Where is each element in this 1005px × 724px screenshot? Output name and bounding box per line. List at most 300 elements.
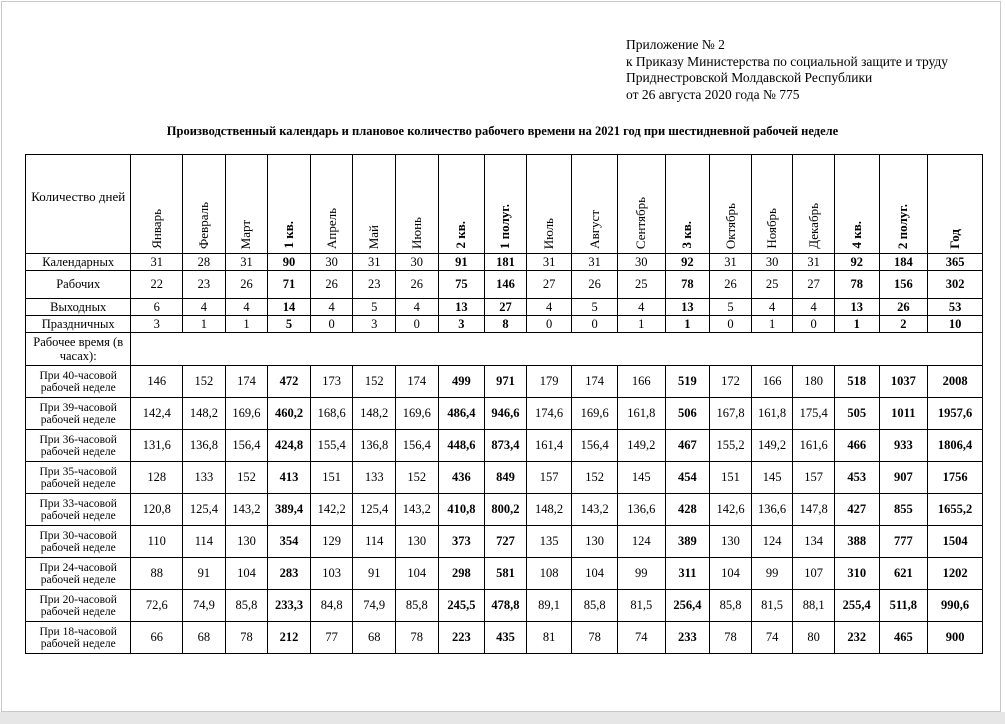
column-header-label: 4 кв.	[848, 221, 864, 249]
table-cell: 91	[353, 558, 396, 590]
table-cell: 499	[438, 366, 485, 398]
table-cell: 143,2	[572, 494, 618, 526]
column-header-label: Ноябрь	[764, 208, 780, 249]
table-cell: 85,8	[396, 590, 439, 622]
table-cell: 103	[310, 558, 353, 590]
table-cell: 8	[485, 316, 527, 333]
table-cell: 172	[710, 366, 752, 398]
calendar-table	[25, 154, 983, 654]
table-cell: 157	[526, 462, 572, 494]
table-cell: 148,2	[183, 398, 226, 430]
table-cell: 104	[572, 558, 618, 590]
table-cell: 581	[485, 558, 527, 590]
column-header	[751, 155, 793, 254]
column-header	[572, 155, 618, 254]
table-cell: 933	[879, 430, 928, 462]
column-header	[793, 155, 835, 254]
table-cell: 389	[665, 526, 710, 558]
table-cell: 85,8	[572, 590, 618, 622]
table-cell: 156	[879, 271, 928, 299]
table-cell: 31	[353, 254, 396, 271]
table-cell: 14	[268, 299, 311, 316]
table-cell: 92	[834, 254, 879, 271]
table-cell: 22	[131, 271, 183, 299]
table-cell: 4	[183, 299, 226, 316]
table-cell: 2	[879, 316, 928, 333]
column-header-label: Декабрь	[805, 203, 821, 249]
table-cell: 354	[268, 526, 311, 558]
row-label: При 20-часовой рабочей неделе	[26, 590, 131, 622]
table-cell: 99	[617, 558, 665, 590]
table-cell: 0	[526, 316, 572, 333]
column-header	[485, 155, 527, 254]
table-cell: 136,6	[617, 494, 665, 526]
table-cell: 518	[834, 366, 879, 398]
table-cell: 125,4	[183, 494, 226, 526]
column-header-label: 2 кв.	[453, 221, 469, 249]
table-cell: 31	[225, 254, 268, 271]
table-cell: 156,4	[225, 430, 268, 462]
table-cell: 28	[183, 254, 226, 271]
table-cell: 506	[665, 398, 710, 430]
table-cell: 72,6	[131, 590, 183, 622]
table-cell: 78	[396, 622, 439, 654]
table-cell: 873,4	[485, 430, 527, 462]
row-label: Рабочих	[26, 271, 131, 299]
table-cell: 478,8	[485, 590, 527, 622]
table-cell: 27	[793, 271, 835, 299]
table-cell: 136,8	[353, 430, 396, 462]
row-label: Праздничных	[26, 316, 131, 333]
table-cell: 174	[572, 366, 618, 398]
table-cell: 4	[310, 299, 353, 316]
table-cell: 125,4	[353, 494, 396, 526]
table-cell: 129	[310, 526, 353, 558]
table-cell: 66	[131, 622, 183, 654]
table-row	[26, 590, 983, 622]
table-cell: 161,8	[751, 398, 793, 430]
table-cell: 460,2	[268, 398, 311, 430]
table-cell: 31	[793, 254, 835, 271]
table-cell: 91	[438, 254, 485, 271]
table-cell: 310	[834, 558, 879, 590]
table-cell: 621	[879, 558, 928, 590]
table-cell: 23	[353, 271, 396, 299]
table-row	[26, 254, 983, 271]
table-cell: 142,4	[131, 398, 183, 430]
table-cell: 486,4	[438, 398, 485, 430]
table-row	[26, 366, 983, 398]
table-row	[26, 398, 983, 430]
table-cell: 124	[751, 526, 793, 558]
table-cell: 0	[710, 316, 752, 333]
table-cell: 454	[665, 462, 710, 494]
row-label: При 36-часовой рабочей неделе	[26, 430, 131, 462]
table-cell: 6	[131, 299, 183, 316]
table-cell: 145	[617, 462, 665, 494]
table-cell: 131,6	[131, 430, 183, 462]
column-header	[131, 155, 183, 254]
table-cell: 143,2	[225, 494, 268, 526]
table-cell: 5	[572, 299, 618, 316]
table-cell: 114	[353, 526, 396, 558]
table-cell: 26	[310, 271, 353, 299]
table-cell: 74,9	[183, 590, 226, 622]
table-cell: 149,2	[617, 430, 665, 462]
table-cell: 0	[310, 316, 353, 333]
table-cell: 166	[751, 366, 793, 398]
table-cell: 298	[438, 558, 485, 590]
table-cell: 155,4	[310, 430, 353, 462]
work-time-label: Рабочее время (в часах):	[26, 333, 131, 366]
column-header	[438, 155, 485, 254]
table-cell: 1756	[928, 462, 983, 494]
table-cell: 26	[396, 271, 439, 299]
table-cell: 389,4	[268, 494, 311, 526]
row-label: При 18-часовой рабочей неделе	[26, 622, 131, 654]
table-cell: 233,3	[268, 590, 311, 622]
table-cell: 148,2	[353, 398, 396, 430]
table-cell: 1011	[879, 398, 928, 430]
table-cell: 23	[183, 271, 226, 299]
table-row	[26, 299, 983, 316]
table-cell: 256,4	[665, 590, 710, 622]
table-cell: 10	[928, 316, 983, 333]
table-cell: 104	[710, 558, 752, 590]
table-cell: 971	[485, 366, 527, 398]
table-cell: 134	[793, 526, 835, 558]
table-cell: 184	[879, 254, 928, 271]
table-cell: 128	[131, 462, 183, 494]
table-cell: 26	[710, 271, 752, 299]
table-cell: 26	[879, 299, 928, 316]
column-header-label: Год	[947, 229, 963, 249]
table-cell: 110	[131, 526, 183, 558]
table-cell: 136,8	[183, 430, 226, 462]
table-cell: 900	[928, 622, 983, 654]
table-cell: 13	[438, 299, 485, 316]
table-cell: 89,1	[526, 590, 572, 622]
table-cell: 133	[353, 462, 396, 494]
table-cell: 727	[485, 526, 527, 558]
table-cell: 1	[617, 316, 665, 333]
table-cell: 174	[225, 366, 268, 398]
table-cell: 232	[834, 622, 879, 654]
table-cell: 78	[665, 271, 710, 299]
table-cell: 78	[572, 622, 618, 654]
table-cell: 71	[268, 271, 311, 299]
table-cell: 78	[834, 271, 879, 299]
column-header	[928, 155, 983, 254]
table-cell: 161,6	[793, 430, 835, 462]
table-cell: 3	[131, 316, 183, 333]
table-cell: 233	[665, 622, 710, 654]
table-cell: 519	[665, 366, 710, 398]
column-header	[617, 155, 665, 254]
table-cell: 133	[183, 462, 226, 494]
table-cell: 0	[396, 316, 439, 333]
table-cell: 75	[438, 271, 485, 299]
column-header-label: Август	[586, 210, 602, 249]
row-label: При 35-часовой рабочей неделе	[26, 462, 131, 494]
column-header	[310, 155, 353, 254]
table-cell: 68	[353, 622, 396, 654]
table-cell: 31	[572, 254, 618, 271]
appendix-block	[626, 37, 948, 103]
table-cell: 3	[438, 316, 485, 333]
row-label: Календарных	[26, 254, 131, 271]
table-cell: 151	[710, 462, 752, 494]
table-cell: 169,6	[225, 398, 268, 430]
table-cell: 777	[879, 526, 928, 558]
table-cell: 472	[268, 366, 311, 398]
table-cell: 30	[310, 254, 353, 271]
row-label: При 33-часовой рабочей неделе	[26, 494, 131, 526]
table-cell: 130	[572, 526, 618, 558]
table-cell: 4	[751, 299, 793, 316]
table-cell: 152	[396, 462, 439, 494]
table-cell: 78	[225, 622, 268, 654]
table-cell: 155,2	[710, 430, 752, 462]
table-row	[26, 558, 983, 590]
table-cell: 1957,6	[928, 398, 983, 430]
table-cell: 146	[485, 271, 527, 299]
table-cell: 27	[526, 271, 572, 299]
table-cell: 302	[928, 271, 983, 299]
table-cell: 25	[751, 271, 793, 299]
column-header-label: Февраль	[195, 202, 211, 249]
table-cell: 5	[268, 316, 311, 333]
table-cell: 365	[928, 254, 983, 271]
table-row	[26, 271, 983, 299]
table-cell: 81	[526, 622, 572, 654]
appendix-line-1: Приложение № 2	[626, 37, 725, 52]
table-cell: 53	[928, 299, 983, 316]
table-cell: 179	[526, 366, 572, 398]
work-time-label-row	[26, 333, 983, 366]
table-cell: 136,6	[751, 494, 793, 526]
table-cell: 453	[834, 462, 879, 494]
column-header	[879, 155, 928, 254]
table-cell: 1202	[928, 558, 983, 590]
column-header-label: Октябрь	[722, 202, 738, 249]
empty-span-cell	[131, 333, 983, 366]
document-title: Производственный календарь и плановое количество рабочего времени на 2021 год при шестидневной рабочей неделе	[166, 124, 839, 138]
table-cell: 1	[751, 316, 793, 333]
table-cell: 31	[710, 254, 752, 271]
table-cell: 151	[310, 462, 353, 494]
table-cell: 4	[793, 299, 835, 316]
table-cell: 161,4	[526, 430, 572, 462]
table-cell: 81,5	[617, 590, 665, 622]
table-cell: 212	[268, 622, 311, 654]
column-header	[665, 155, 710, 254]
row-label: При 39-часовой рабочей неделе	[26, 398, 131, 430]
table-cell: 181	[485, 254, 527, 271]
row-label: Выходных	[26, 299, 131, 316]
table-cell: 849	[485, 462, 527, 494]
table-cell: 465	[879, 622, 928, 654]
table-cell: 85,8	[225, 590, 268, 622]
table-cell: 1655,2	[928, 494, 983, 526]
table-cell: 169,6	[396, 398, 439, 430]
column-header-label: 2 полуг.	[895, 203, 911, 249]
table-cell: 156,4	[572, 430, 618, 462]
table-cell: 31	[131, 254, 183, 271]
table-cell: 0	[793, 316, 835, 333]
table-cell: 373	[438, 526, 485, 558]
column-header-label: Июнь	[408, 217, 424, 249]
table-cell: 855	[879, 494, 928, 526]
column-header	[353, 155, 396, 254]
table-cell: 388	[834, 526, 879, 558]
table-cell: 74,9	[353, 590, 396, 622]
table-row	[26, 316, 983, 333]
table-cell: 30	[617, 254, 665, 271]
column-header-label: Март	[238, 219, 254, 249]
table-cell: 5	[710, 299, 752, 316]
header-row	[26, 155, 983, 254]
table-cell: 424,8	[268, 430, 311, 462]
table-cell: 4	[526, 299, 572, 316]
table-row	[26, 462, 983, 494]
column-header-label: Апрель	[323, 207, 339, 249]
table-cell: 428	[665, 494, 710, 526]
table-cell: 173	[310, 366, 353, 398]
row-label: При 40-часовой рабочей неделе	[26, 366, 131, 398]
table-cell: 800,2	[485, 494, 527, 526]
table-cell: 13	[665, 299, 710, 316]
table-cell: 156,4	[396, 430, 439, 462]
table-cell: 152	[225, 462, 268, 494]
table-row	[26, 430, 983, 462]
table-cell: 13	[834, 299, 879, 316]
table-cell: 436	[438, 462, 485, 494]
table-cell: 108	[526, 558, 572, 590]
table-cell: 180	[793, 366, 835, 398]
table-cell: 3	[353, 316, 396, 333]
table-cell: 149,2	[751, 430, 793, 462]
table-cell: 130	[396, 526, 439, 558]
table-cell: 283	[268, 558, 311, 590]
row-label: При 30-часовой рабочей неделе	[26, 526, 131, 558]
table-cell: 90	[268, 254, 311, 271]
table-cell: 1	[225, 316, 268, 333]
column-header-label: Май	[366, 224, 382, 249]
table-cell: 5	[353, 299, 396, 316]
table-row	[26, 622, 983, 654]
table-cell: 448,6	[438, 430, 485, 462]
table-cell: 114	[183, 526, 226, 558]
table-cell: 130	[710, 526, 752, 558]
viewer-bottom-band	[0, 712, 1005, 724]
column-header-label: Январь	[148, 209, 164, 249]
table-cell: 25	[617, 271, 665, 299]
table-cell: 88	[131, 558, 183, 590]
table-cell: 147,8	[793, 494, 835, 526]
table-cell: 152	[183, 366, 226, 398]
table-cell: 1806,4	[928, 430, 983, 462]
table-cell: 77	[310, 622, 353, 654]
table-cell: 427	[834, 494, 879, 526]
table-cell: 80	[793, 622, 835, 654]
column-header	[834, 155, 879, 254]
column-header	[396, 155, 439, 254]
column-header	[183, 155, 226, 254]
table-cell: 74	[751, 622, 793, 654]
table-cell: 4	[225, 299, 268, 316]
table-cell: 84,8	[310, 590, 353, 622]
table-cell: 174,6	[526, 398, 572, 430]
table-cell: 467	[665, 430, 710, 462]
appendix-line-4: от 26 августа 2020 года № 775	[626, 86, 800, 102]
table-cell: 1037	[879, 366, 928, 398]
table-cell: 174	[396, 366, 439, 398]
table-cell: 142,6	[710, 494, 752, 526]
table-cell: 26	[225, 271, 268, 299]
column-header-label: Сентябрь	[633, 196, 649, 249]
table-cell: 142,2	[310, 494, 353, 526]
table-cell: 104	[396, 558, 439, 590]
table-cell: 107	[793, 558, 835, 590]
table-cell: 30	[396, 254, 439, 271]
column-header	[268, 155, 311, 254]
table-cell: 85,8	[710, 590, 752, 622]
table-cell: 31	[526, 254, 572, 271]
appendix-line-3: Приднестровской Молдавской Республики	[626, 70, 873, 85]
table-cell: 135	[526, 526, 572, 558]
table-cell: 92	[665, 254, 710, 271]
table-cell: 120,8	[131, 494, 183, 526]
table-cell: 435	[485, 622, 527, 654]
table-cell: 157	[793, 462, 835, 494]
column-header-label: 1 кв.	[281, 221, 297, 249]
table-cell: 311	[665, 558, 710, 590]
table-cell: 245,5	[438, 590, 485, 622]
table-cell: 167,8	[710, 398, 752, 430]
table-cell: 410,8	[438, 494, 485, 526]
table-cell: 4	[396, 299, 439, 316]
table-cell: 88,1	[793, 590, 835, 622]
table-cell: 81,5	[751, 590, 793, 622]
table-cell: 143,2	[396, 494, 439, 526]
column-header	[225, 155, 268, 254]
table-cell: 255,4	[834, 590, 879, 622]
table-cell: 166	[617, 366, 665, 398]
table-cell: 946,6	[485, 398, 527, 430]
table-cell: 152	[353, 366, 396, 398]
table-cell: 78	[710, 622, 752, 654]
table-cell: 152	[572, 462, 618, 494]
table-cell: 1	[834, 316, 879, 333]
column-header-label: 1 полуг.	[497, 203, 513, 249]
table-cell: 907	[879, 462, 928, 494]
table-cell: 161,8	[617, 398, 665, 430]
table-cell: 169,6	[572, 398, 618, 430]
appendix-line-2: к Приказу Министерства по социальной защите и труду	[626, 53, 949, 69]
column-header	[526, 155, 572, 254]
table-cell: 91	[183, 558, 226, 590]
table-cell: 511,8	[879, 590, 928, 622]
column-header	[710, 155, 752, 254]
table-cell: 148,2	[526, 494, 572, 526]
table-row	[26, 526, 983, 558]
table-cell: 0	[572, 316, 618, 333]
table-cell: 26	[572, 271, 618, 299]
table-cell: 145	[751, 462, 793, 494]
table-cell: 68	[183, 622, 226, 654]
table-cell: 990,6	[928, 590, 983, 622]
